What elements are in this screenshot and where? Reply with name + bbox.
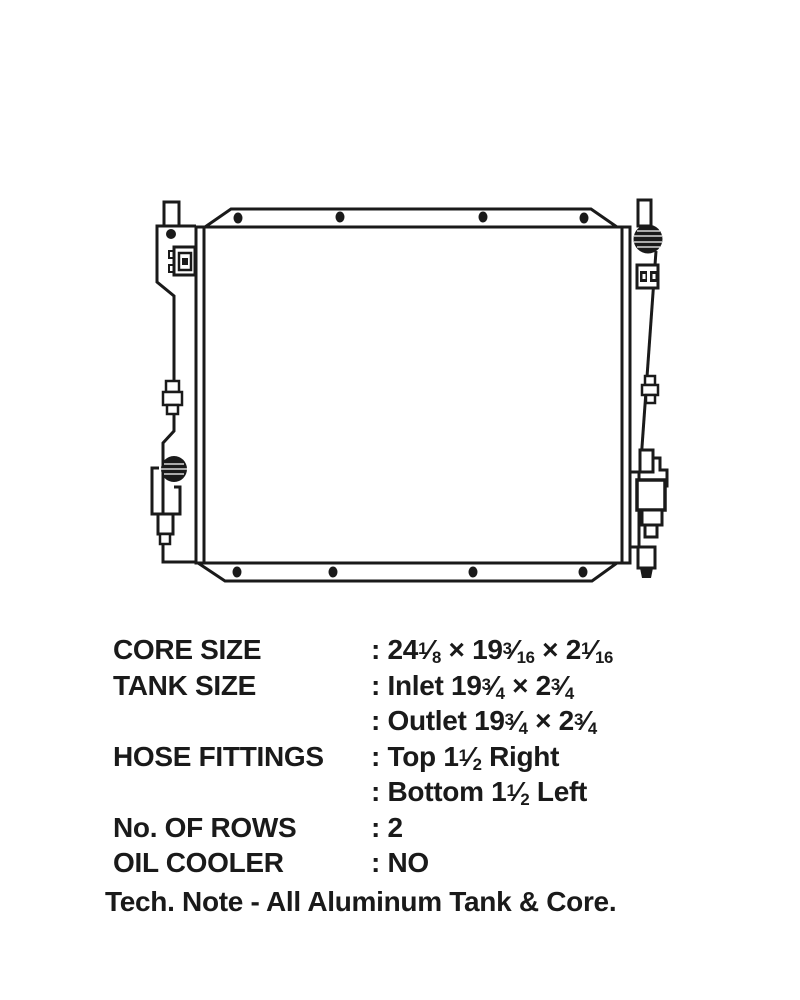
left-tank-bracket: [152, 202, 197, 562]
spec-label: TANK SIZE: [113, 669, 257, 701]
spec-row-hose-fittings-top: [113, 739, 790, 775]
bolt-hole: [166, 229, 176, 239]
spec-value: : Top $1^1⁄_2$ Right: [371, 740, 560, 774]
right-tank-bracket: [630, 200, 667, 578]
bottom-foot: [638, 547, 655, 568]
lower-bracket: [630, 450, 667, 578]
spec-row-no-of-rows: [113, 810, 790, 846]
top-mount-rail: [205, 209, 617, 227]
spec-value: : Bottom $1^1⁄_2$ Left: [371, 776, 588, 810]
spec-value: : Inlet $19^3⁄_4$ × $2^3⁄_4$: [371, 669, 574, 703]
bottom-mount-rail: [198, 563, 617, 581]
spec-label: OIL COOLER: [113, 847, 284, 878]
mid-clip: [163, 381, 182, 414]
spec-value: : $24^1⁄_8$ × $19^3⁄_{16}$ × $2^1⁄_{16}$: [371, 634, 614, 668]
radiator-core: [196, 227, 630, 563]
spec-row-oil-cooler: [113, 845, 790, 881]
spec-label: HOSE FITTINGS: [113, 740, 324, 772]
left-top-tab: [164, 202, 179, 226]
radiator-cap: [634, 225, 663, 254]
spec-label: [113, 774, 371, 810]
spec-value: : NO: [371, 847, 429, 878]
spec-row-core-size: [113, 632, 790, 668]
spec-label: CORE SIZE: [113, 634, 262, 665]
spec-label: [113, 703, 371, 739]
spec-value: : 2: [371, 811, 403, 843]
tech-note: Tech. Note - All Aluminum Tank & Core.: [105, 885, 617, 917]
upper-clip: [637, 265, 658, 288]
spec-label: No. OF ROWS: [113, 811, 297, 843]
right-top-tab: [638, 200, 651, 226]
spec-table: [0, 620, 800, 919]
spec-value: : Outlet $19^3⁄_4$ × $2^3⁄_4$: [371, 705, 597, 739]
spec-row-tank-size-inlet: [113, 668, 790, 704]
spec-row-tank-size-outlet: [113, 703, 790, 739]
spec-row-hose-fittings-bottom: [113, 774, 790, 810]
